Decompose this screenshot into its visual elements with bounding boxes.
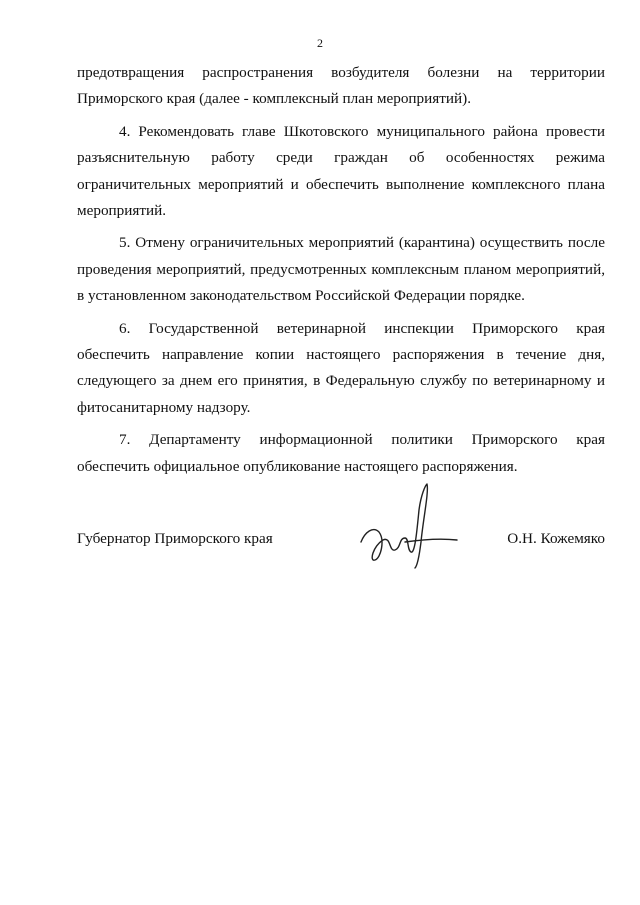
handwritten-signature <box>359 480 459 570</box>
paragraph-item-5: 5. Отмену ограничительных мероприятий (карантина) осуществить после проведения мероприятий, предусмотренных комплексным планом мероприятий, в установленном законодательством Российской Федерации порядке. <box>77 234 605 305</box>
page-number: 2 <box>317 36 323 50</box>
paragraph-item-6: 6. Государственной ветеринарной инспекции Приморского края обеспечить направление копии настоящего распоряжения в течение дня, следующего за днем его принятия, в Федеральную службу по ветеринарному и фитосанитарному надзору. <box>77 319 605 416</box>
document-body <box>77 60 605 480</box>
signature-block <box>77 530 605 560</box>
paragraph-continuation: предотвращения распространения возбудителя болезни на территории Приморского края (далее - комплексный план мероприятий). <box>77 64 605 108</box>
signatory-title: Губернатор Приморского края <box>77 530 273 547</box>
paragraph-item-7: 7. Департаменту информационной политики Приморского края обеспечить официальное опубликование настоящего распоряжения. <box>77 431 605 475</box>
signatory-name: О.Н. Кожемяко <box>507 530 605 547</box>
paragraph-item-4: 4. Рекомендовать главе Шкотовского муниципального района провести разъяснительную работу среди граждан об особенностях режима ограничительных мероприятий и обеспечить выполнение комплексного плана мероприятий. <box>77 122 605 220</box>
